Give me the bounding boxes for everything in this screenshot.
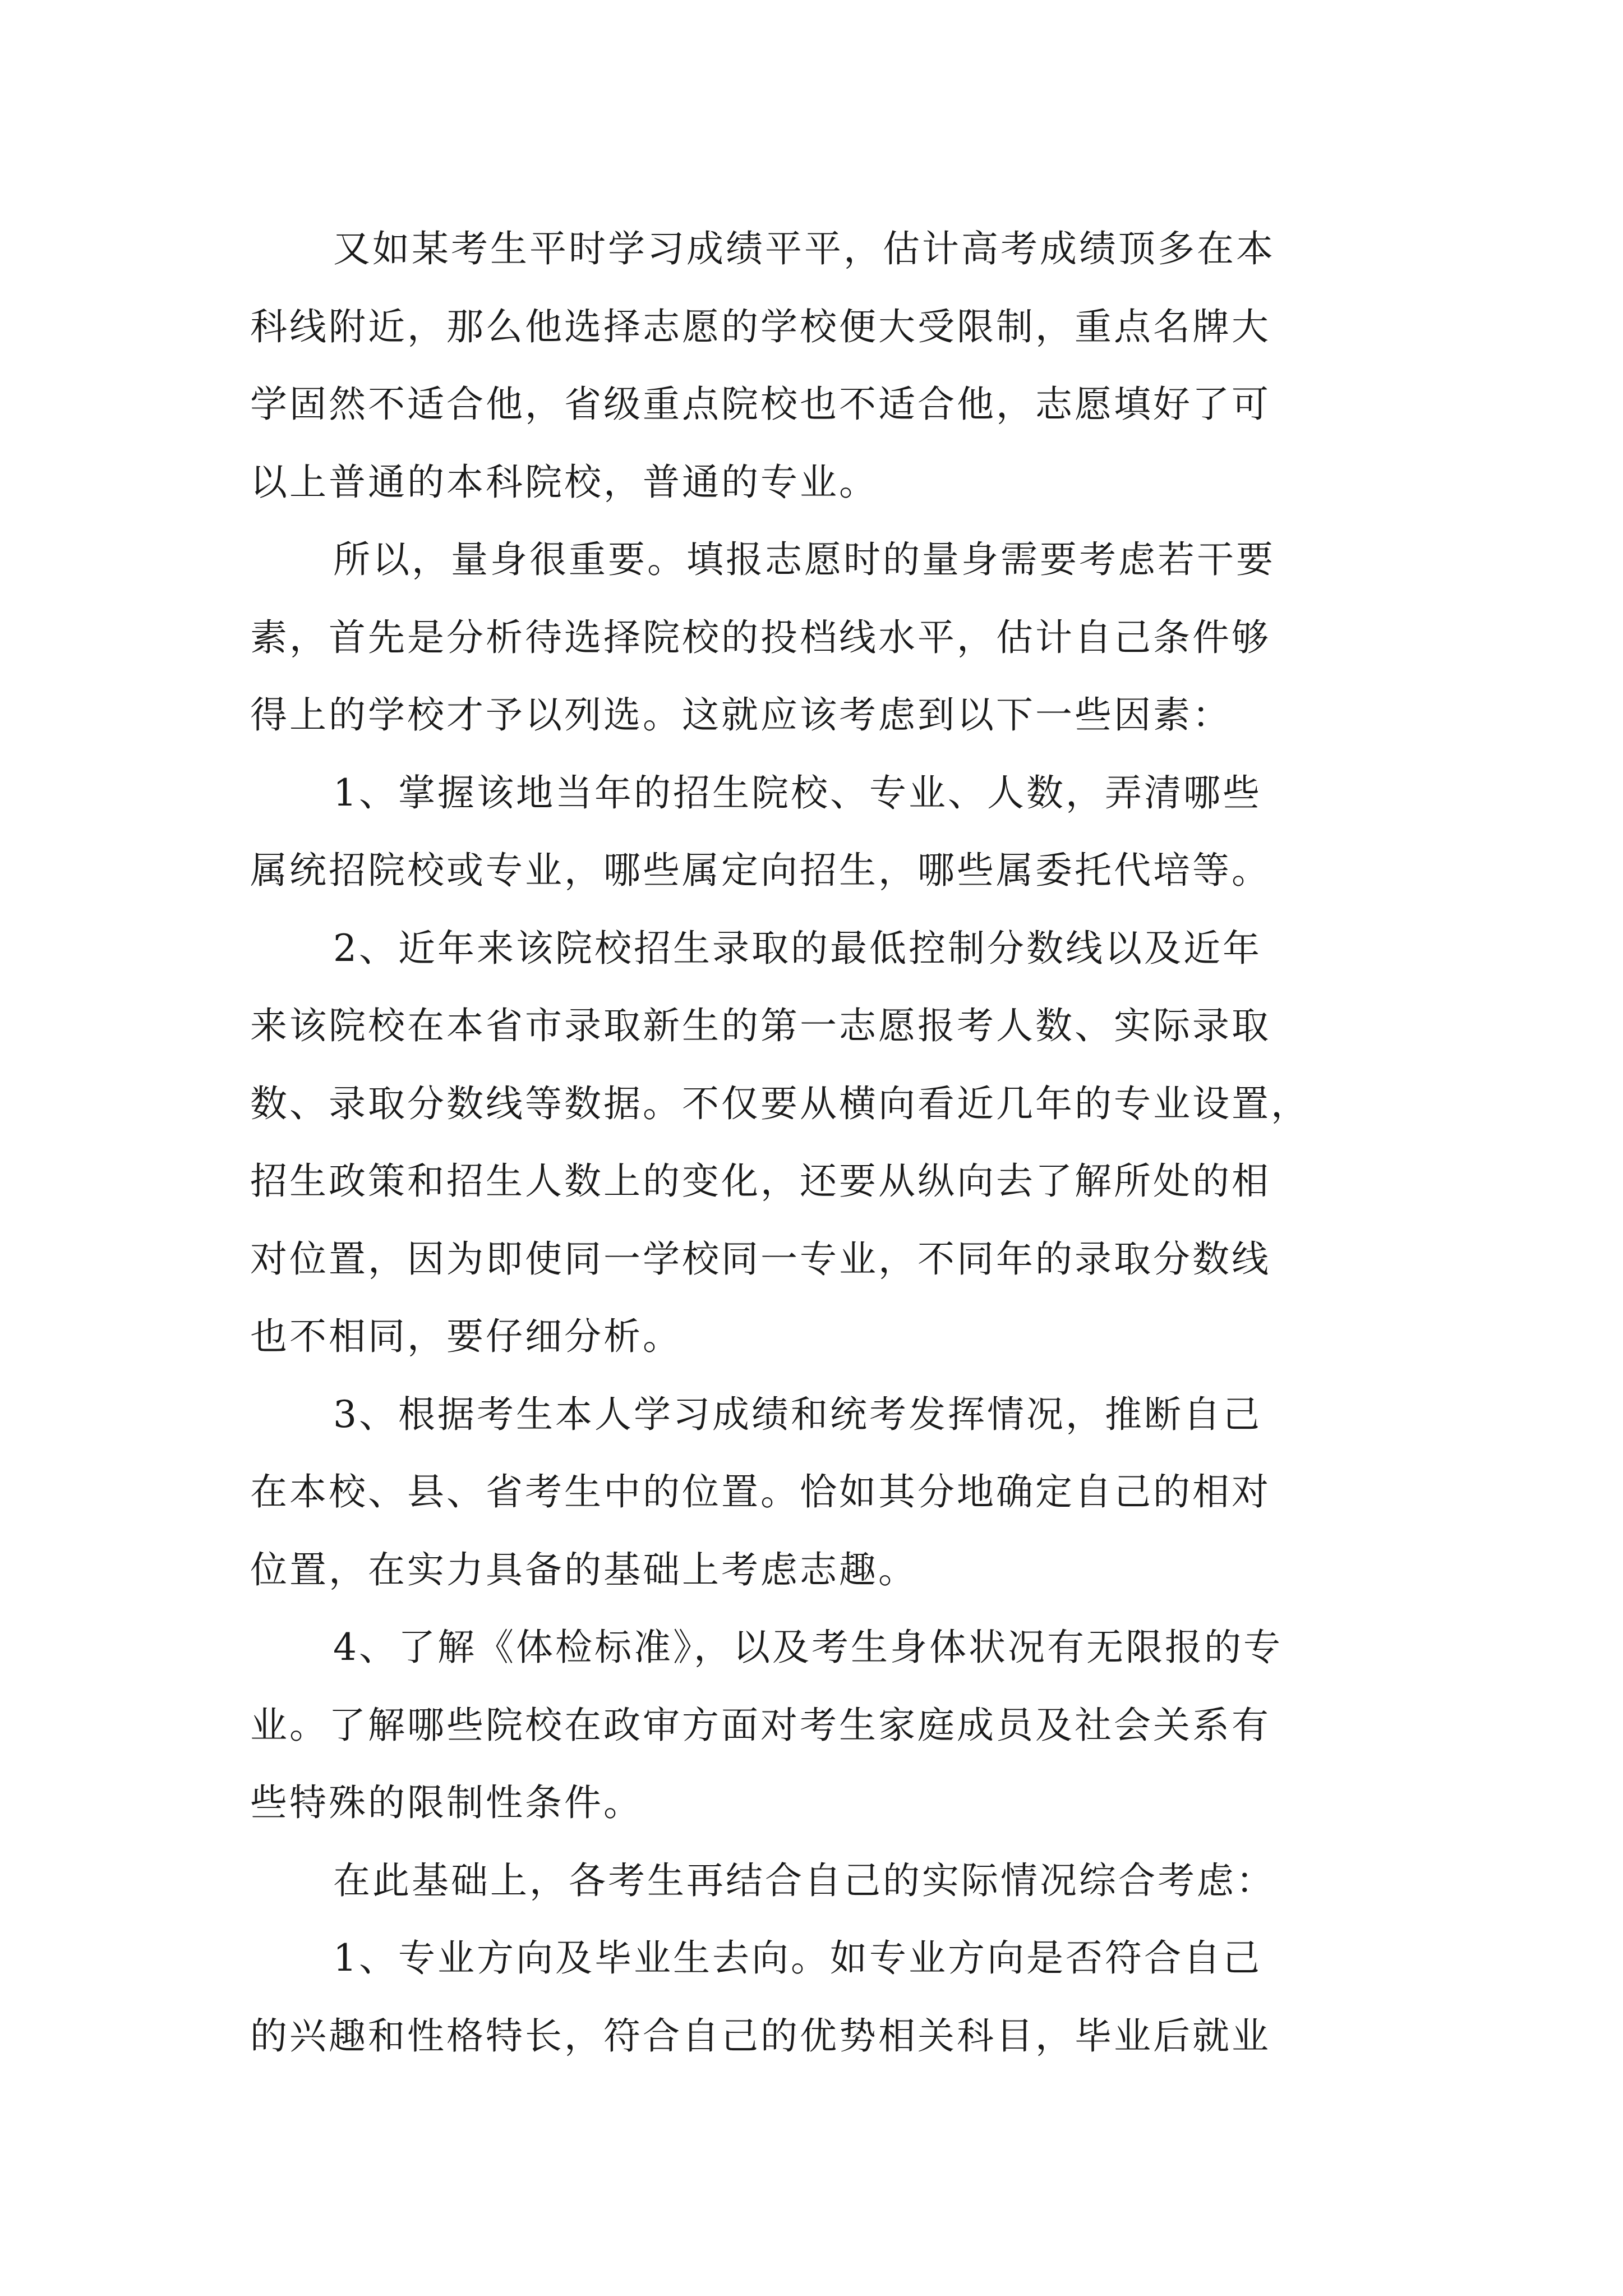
text-line: 学固然不适合他，省级重点院校也不适合他，志愿填好了可 xyxy=(250,383,1271,426)
text-line: 在此基础上，各考生再结合自己的实际情况综合考虑： xyxy=(333,1858,1275,1902)
text-line: 素，首先是分析待选择院校的投档线水平，估计自己条件够 xyxy=(250,615,1271,659)
text-line: 些特殊的限制性条件。 xyxy=(250,1781,643,1824)
text-line: 也不相同，要仔细分析。 xyxy=(250,1315,682,1358)
text-line: 又如某考生平时学习成绩平平，估计高考成绩顶多在本 xyxy=(333,227,1275,270)
text-line: 业。了解哪些院校在政审方面对考生家庭成员及社会关系有 xyxy=(250,1703,1271,1747)
text-line: 科线附近，那么他选择志愿的学校便大受限制，重点名牌大 xyxy=(250,305,1271,348)
text-line: 2、近年来该院校招生录取的最低控制分数线以及近年 xyxy=(333,926,1262,970)
text-line: 1、专业方向及毕业生去向。如专业方向是否符合自己 xyxy=(333,1936,1262,1980)
text-line: 在本校、县、省考生中的位置。恰如其分地确定自己的相对 xyxy=(250,1470,1271,1513)
text-line: 来该院校在本省市录取新生的第一志愿报考人数、实际录取 xyxy=(250,1004,1271,1047)
text-line: 招生政策和招生人数上的变化，还要从纵向去了解所处的相 xyxy=(250,1159,1271,1203)
text-line: 3、根据考生本人学习成绩和统考发挥情况，推断自己 xyxy=(333,1392,1262,1436)
text-line: 所以，量身很重要。填报志愿时的量身需要考虑若干要 xyxy=(333,538,1275,581)
text-line: 数、录取分数线等数据。不仅要从横向看近几年的专业设置， xyxy=(250,1082,1310,1125)
body-text xyxy=(250,210,1389,2075)
text-line: 得上的学校才予以列选。这就应该考虑到以下一些因素： xyxy=(250,693,1232,737)
text-line: 的兴趣和性格特长，符合自己的优势相关科目，毕业后就业 xyxy=(250,2014,1271,2058)
text-line: 位置，在实力具备的基础上考虑志趣。 xyxy=(250,1548,917,1591)
text-line: 对位置，因为即使同一学校同一专业，不同年的录取分数线 xyxy=(250,1237,1271,1281)
text-line: 以上普通的本科院校，普通的专业。 xyxy=(250,460,878,504)
text-line: 4、了解《体检标准》，以及考生身体状况有无限报的专 xyxy=(333,1626,1283,1669)
text-line: 1、掌握该地当年的招生院校、专业、人数，弄清哪些 xyxy=(333,771,1262,815)
text-line: 属统招院校或专业，哪些属定向招生，哪些属委托代培等。 xyxy=(250,849,1271,892)
